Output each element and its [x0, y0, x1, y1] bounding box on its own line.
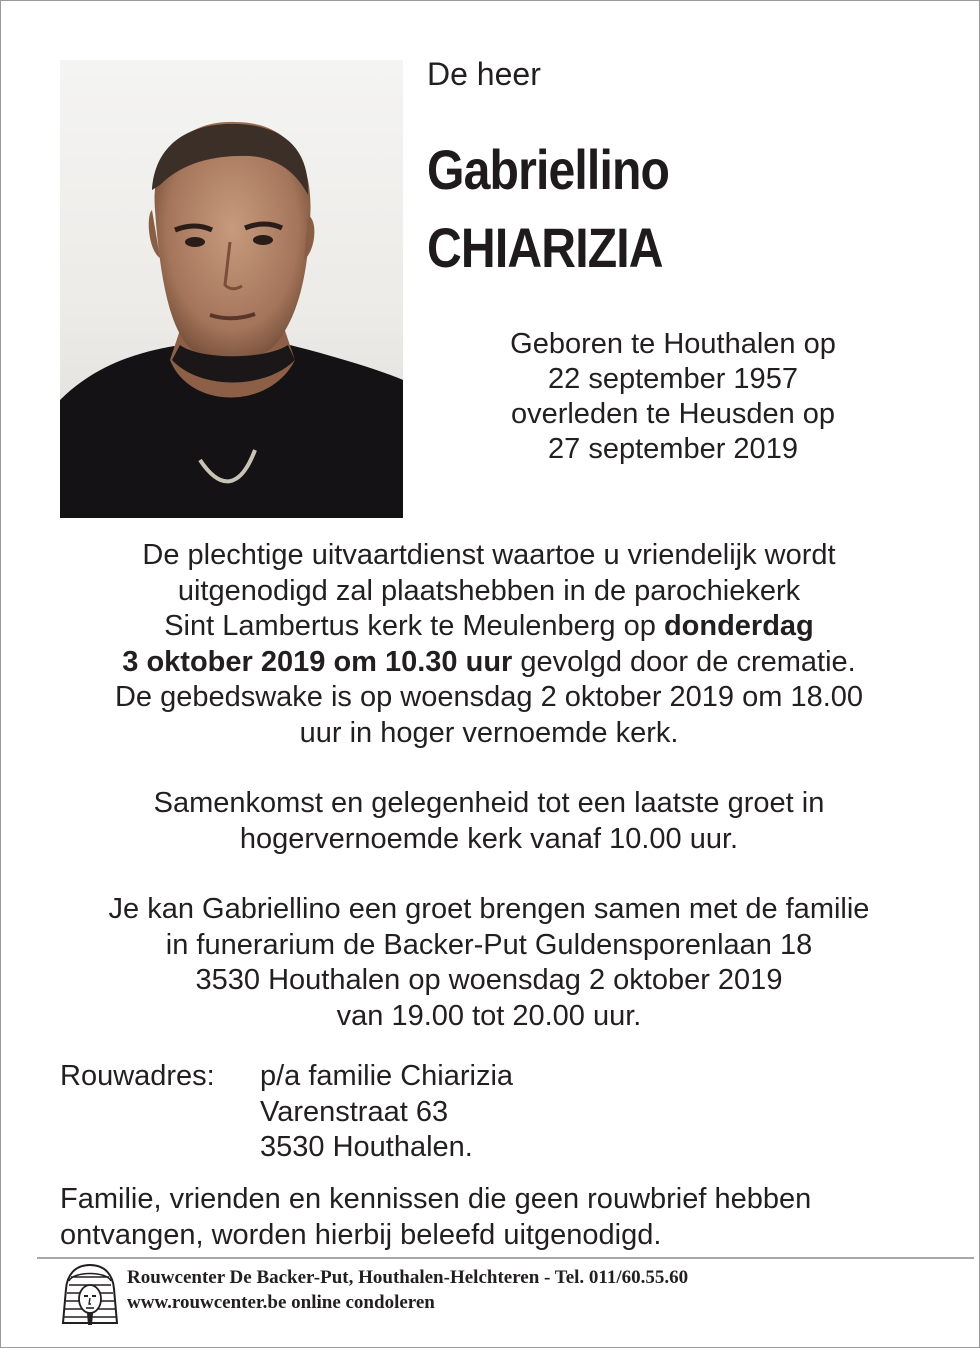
birth-death-dates — [463, 327, 883, 467]
birth-date-line: 22 september 1957 — [548, 363, 798, 395]
service-datetime: 3 oktober 2019 om 10.30 uur — [122, 645, 513, 678]
last-name: CHIARIZIA — [427, 216, 663, 279]
visit-line: in funerarium de Backer-Put Guldensporenlaan 18 — [165, 928, 813, 961]
visit-line: 3530 Houthalen op woensdag 2 oktober 2019 — [195, 964, 783, 996]
service-line: De plechtige uitvaartdienst waartoe u vriendelijk wordt — [142, 539, 836, 571]
address-line: p/a familie Chiarizia — [260, 1060, 514, 1092]
family-note-line: ontvangen, worden hierbij beleefd uitgenodigd. — [60, 1218, 662, 1251]
address-line: 3530 Houthalen. — [260, 1131, 473, 1163]
death-date-line: 27 september 2019 — [548, 433, 798, 465]
funeral-home-info — [127, 1265, 688, 1315]
address-lines — [260, 1059, 513, 1166]
visit-line: Je kan Gabriellino een groet brengen samen met de familie — [108, 893, 870, 925]
service-line: De gebedswake is op woensdag 2 oktober 2019 om 18.00 — [114, 681, 864, 713]
birth-place-line: Geboren te Houthalen op — [510, 328, 836, 360]
service-text: Sint Lambertus kerk te Meulenberg op — [164, 610, 664, 642]
pharaoh-head-icon — [61, 1263, 119, 1329]
death-place-line: overleden te Heusden op — [510, 398, 836, 430]
service-line — [41, 609, 937, 645]
service-line: uur in hoger vernoemde kerk. — [299, 716, 679, 749]
address-line: Varenstraat 63 — [260, 1095, 449, 1128]
service-line: uitgenodigd zal plaatshebben in de parochiekerk — [177, 574, 801, 607]
footer-divider — [37, 1257, 974, 1259]
gathering-line: Samenkomst en gelegenheid tot een laatste groet in — [153, 787, 825, 819]
service-line — [41, 645, 937, 681]
first-name: Gabriellino — [427, 138, 670, 201]
funeral-service-paragraph — [41, 538, 937, 751]
service-text: gevolgd door de crematie. — [512, 645, 856, 678]
gathering-line: hogervernoemde kerk vanaf 10.00 uur. — [239, 822, 739, 855]
funeral-home-website[interactable]: www.rouwcenter.be online condoleren — [127, 1292, 435, 1313]
family-note-line: Familie, vrienden en kennissen die geen rouwbrief hebben — [60, 1183, 812, 1215]
visit-line: van 19.00 tot 20.00 uur. — [336, 999, 642, 1032]
portrait-photo-icon — [60, 60, 403, 518]
gathering-paragraph — [41, 786, 937, 857]
honorific-title: De heer — [427, 56, 541, 92]
funeral-home-contact: Rouwcenter De Backer-Put, Houthalen-Helchteren - Tel. 011/60.55.60 — [127, 1267, 689, 1288]
address-label: Rouwadres: — [60, 1060, 215, 1092]
family-note — [60, 1182, 811, 1253]
portrait-photo — [60, 60, 403, 518]
service-day: donderdag — [663, 610, 814, 642]
visitation-paragraph — [41, 892, 937, 1034]
